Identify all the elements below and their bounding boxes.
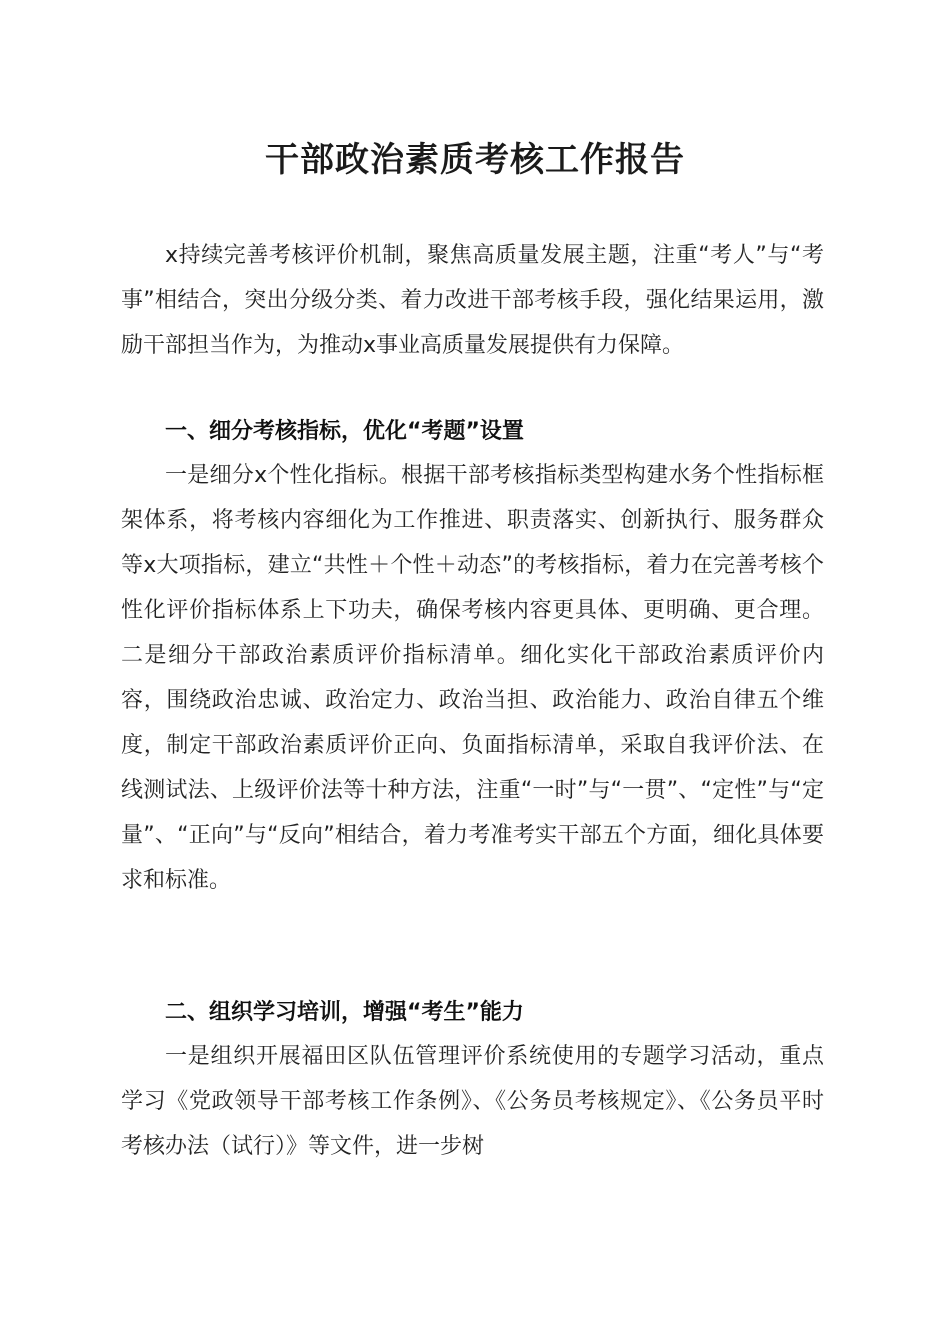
section-heading-2: 二、组织学习培训，增强“考生”能力 bbox=[165, 1000, 524, 1025]
section-paragraph-1: 一是细分x个性化指标。根据干部考核指标类型构建水务个性指标框架体系，将考核内容细化为工作推进、职责落实、创新执行、服务群众等x大项指标，建立“共性＋个性＋动态”的考核指标，着力在完善考核个性化评价指标体系上下功夫，确保考核内容更具体、更明确、更合理。二是细分干部政治素质评价指标清单。细化实化干部政治素质评价内容，围绕政治忠诚、政治定力、政治当担、政治能力、政治自律五个维度，制定干部政治素质评价正向、负面指标清单，采取自我评价法、在线测试法、上级评价法等十种方法，注重“一时”与“一贯”、“定性”与“定量”、“正向”与“反向”相结合，着力考准考实干部五个方面，细化具体要求和标准。 bbox=[121, 463, 824, 893]
section-paragraph-2: 一是组织开展福田区队伍管理评价系统使用的专题学习活动，重点学习《党政领导干部考核工作条例》、《公务员考核规定》、《公务员平时考核办法（试行）》等文件，进一步树 bbox=[121, 1044, 824, 1159]
document-title: 干部政治素质考核工作报告 bbox=[265, 140, 685, 180]
intro-paragraph: x持续完善考核评价机制，聚焦高质量发展主题，注重“考人”与“考事”相结合，突出分级分类、着力改进干部考核手段，强化结果运用，激励干部担当作为，为推动x事业高质量发展提供有力保障。 bbox=[121, 243, 824, 358]
section-heading-1: 一、细分考核指标，优化“考题”设置 bbox=[165, 419, 524, 444]
